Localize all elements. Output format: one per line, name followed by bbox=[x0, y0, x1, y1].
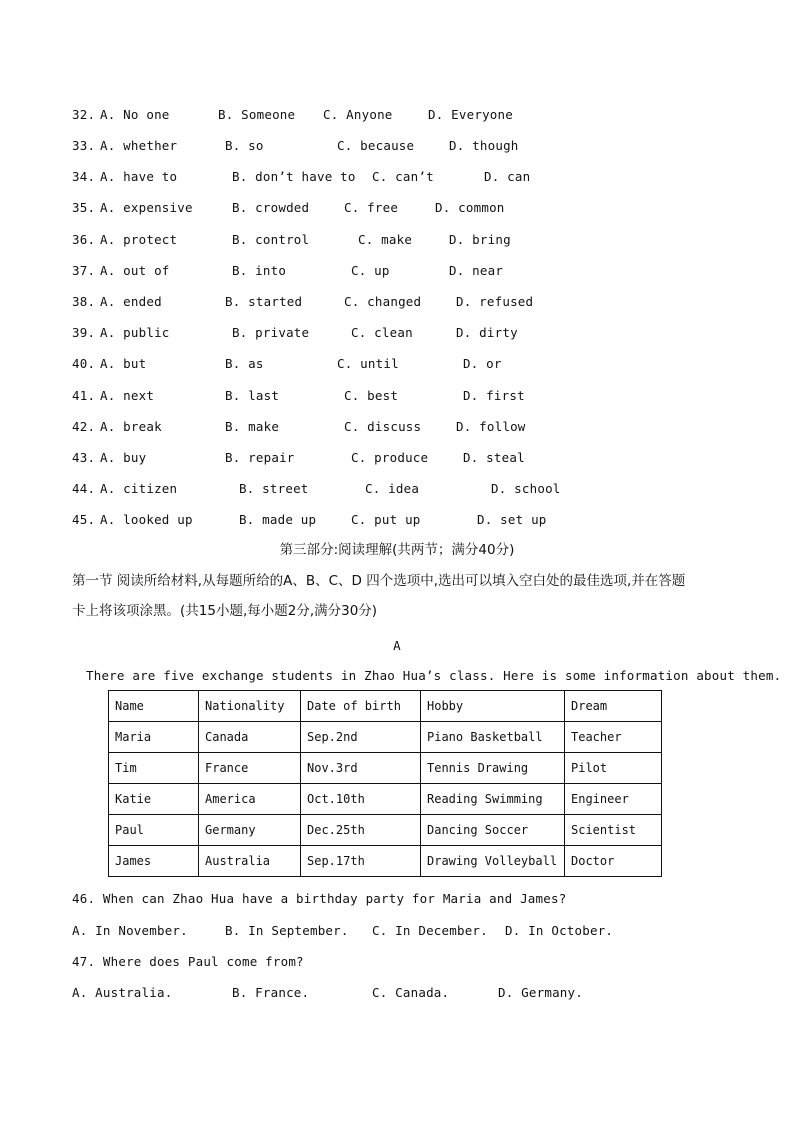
option-a: A. have to bbox=[100, 169, 178, 184]
table-row bbox=[109, 846, 662, 877]
header-cell: Nationality bbox=[199, 691, 301, 722]
option-c: C. Anyone bbox=[323, 107, 393, 122]
question-number: 41. bbox=[72, 388, 96, 403]
passage-intro: There are five exchange students in Zhao Hua’s class. Here is some information about them. bbox=[86, 668, 782, 683]
question-number: 32. bbox=[72, 107, 96, 122]
option-a: A. citizen bbox=[100, 481, 178, 496]
table-cell: Piano Basketball bbox=[421, 722, 565, 753]
option-d: D. dirty bbox=[456, 325, 518, 340]
question-number: 35. bbox=[72, 200, 96, 215]
option-b: B. repair bbox=[225, 450, 295, 465]
option-c: C. discuss bbox=[344, 419, 422, 434]
option-c: C. produce bbox=[351, 450, 429, 465]
table-cell: Dancing Soccer bbox=[421, 815, 565, 846]
option-a: A. In November. bbox=[72, 923, 188, 938]
question-46-stem: 46. When can Zhao Hua have a birthday party for Maria and James? bbox=[72, 891, 567, 906]
option-d: D. though bbox=[449, 138, 519, 153]
table-cell: America bbox=[199, 784, 301, 815]
question-number: 37. bbox=[72, 263, 96, 278]
option-d: D. steal bbox=[463, 450, 525, 465]
option-d: D. set up bbox=[477, 512, 547, 527]
table-cell: Tim bbox=[109, 753, 199, 784]
table-cell: Scientist bbox=[565, 815, 662, 846]
table-cell: Maria bbox=[109, 722, 199, 753]
option-a: A. out of bbox=[100, 263, 170, 278]
option-b: B. France. bbox=[232, 985, 310, 1000]
option-b: B. make bbox=[225, 419, 280, 434]
option-a: A. buy bbox=[100, 450, 147, 465]
option-a: A. ended bbox=[100, 294, 162, 309]
table-row bbox=[109, 753, 662, 784]
option-b: B. control bbox=[232, 232, 310, 247]
table-cell: Teacher bbox=[565, 722, 662, 753]
table-cell: Australia bbox=[199, 846, 301, 877]
option-d: D. In October. bbox=[505, 923, 614, 938]
table-cell: Canada bbox=[199, 722, 301, 753]
option-d: D. Germany. bbox=[498, 985, 583, 1000]
option-d: D. follow bbox=[456, 419, 526, 434]
header-cell: Name bbox=[109, 691, 199, 722]
option-b: B. started bbox=[225, 294, 303, 309]
option-d: D. or bbox=[463, 356, 502, 371]
question-number: 44. bbox=[72, 481, 96, 496]
option-c: C. can’t bbox=[372, 169, 434, 184]
question-number: 34. bbox=[72, 169, 96, 184]
option-c: C. changed bbox=[344, 294, 422, 309]
table-cell: Engineer bbox=[565, 784, 662, 815]
table-cell: James bbox=[109, 846, 199, 877]
question-number: 38. bbox=[72, 294, 96, 309]
option-c: C. Canada. bbox=[372, 985, 450, 1000]
question-number: 40. bbox=[72, 356, 96, 371]
option-c: C. up bbox=[351, 263, 390, 278]
option-a: A. looked up bbox=[100, 512, 193, 527]
table-cell: Pilot bbox=[565, 753, 662, 784]
table-cell: Dec.25th bbox=[301, 815, 421, 846]
option-d: D. bring bbox=[449, 232, 511, 247]
option-b: B. don’t have to bbox=[232, 169, 356, 184]
question-47-stem: 47. Where does Paul come from? bbox=[72, 954, 304, 969]
question-number: 36. bbox=[72, 232, 96, 247]
table-cell: Nov.3rd bbox=[301, 753, 421, 784]
instructions-line-2: 卡上将该项涂黑。(共15小题,每小题2分,满分30分) bbox=[72, 603, 378, 619]
option-a: A. break bbox=[100, 419, 162, 434]
option-a: A. protect bbox=[100, 232, 178, 247]
option-d: D. can bbox=[484, 169, 531, 184]
table-cell: Paul bbox=[109, 815, 199, 846]
header-cell: Hobby bbox=[421, 691, 565, 722]
table-cell: Katie bbox=[109, 784, 199, 815]
option-d: D. common bbox=[435, 200, 505, 215]
option-b: B. last bbox=[225, 388, 280, 403]
option-d: D. school bbox=[491, 481, 561, 496]
table-header-row bbox=[109, 691, 662, 722]
option-b: B. into bbox=[232, 263, 287, 278]
option-a: A. but bbox=[100, 356, 147, 371]
option-c: C. make bbox=[358, 232, 413, 247]
option-b: B. Someone bbox=[218, 107, 296, 122]
option-b: B. made up bbox=[239, 512, 317, 527]
option-c: C. because bbox=[337, 138, 415, 153]
table-cell: France bbox=[199, 753, 301, 784]
option-c: C. idea bbox=[365, 481, 420, 496]
option-b: B. as bbox=[225, 356, 264, 371]
table-row bbox=[109, 815, 662, 846]
question-number: 43. bbox=[72, 450, 96, 465]
option-c: C. until bbox=[337, 356, 399, 371]
option-a: A. public bbox=[100, 325, 170, 340]
passage-label: A bbox=[393, 638, 401, 653]
table-cell: Sep.2nd bbox=[301, 722, 421, 753]
option-c: C. In December. bbox=[372, 923, 488, 938]
option-c: C. best bbox=[344, 388, 399, 403]
question-number: 42. bbox=[72, 419, 96, 434]
header-cell: Date of birth bbox=[301, 691, 421, 722]
table-cell: Doctor bbox=[565, 846, 662, 877]
table-cell: Sep.17th bbox=[301, 846, 421, 877]
question-number: 45. bbox=[72, 512, 96, 527]
option-a: A. Australia. bbox=[72, 985, 173, 1000]
option-b: B. In September. bbox=[225, 923, 349, 938]
option-b: B. private bbox=[232, 325, 310, 340]
option-a: A. whether bbox=[100, 138, 178, 153]
question-number: 39. bbox=[72, 325, 96, 340]
option-b: B. so bbox=[225, 138, 264, 153]
option-d: D. near bbox=[449, 263, 504, 278]
option-c: C. put up bbox=[351, 512, 421, 527]
option-c: C. free bbox=[344, 200, 399, 215]
question-number: 33. bbox=[72, 138, 96, 153]
option-c: C. clean bbox=[351, 325, 413, 340]
option-a: A. expensive bbox=[100, 200, 193, 215]
option-a: A. next bbox=[100, 388, 155, 403]
option-d: D. refused bbox=[456, 294, 534, 309]
option-d: D. Everyone bbox=[428, 107, 513, 122]
header-cell: Dream bbox=[565, 691, 662, 722]
table-row bbox=[109, 784, 662, 815]
table-cell: Germany bbox=[199, 815, 301, 846]
option-a: A. No one bbox=[100, 107, 170, 122]
table-cell: Tennis Drawing bbox=[421, 753, 565, 784]
option-d: D. first bbox=[463, 388, 525, 403]
option-b: B. street bbox=[239, 481, 309, 496]
table-row bbox=[109, 722, 662, 753]
table-cell: Oct.10th bbox=[301, 784, 421, 815]
table-cell: Drawing Volleyball bbox=[421, 846, 565, 877]
student-info-table bbox=[108, 690, 662, 877]
table-cell: Reading Swimming bbox=[421, 784, 565, 815]
instructions-line-1: 第一节 阅读所给材料,从每题所给的A、B、C、D 四个选项中,选出可以填入空白处的最佳选项,并在答题 bbox=[72, 573, 686, 589]
option-b: B. crowded bbox=[232, 200, 310, 215]
section-title: 第三部分:阅读理解(共两节；满分40分) bbox=[279, 542, 515, 558]
